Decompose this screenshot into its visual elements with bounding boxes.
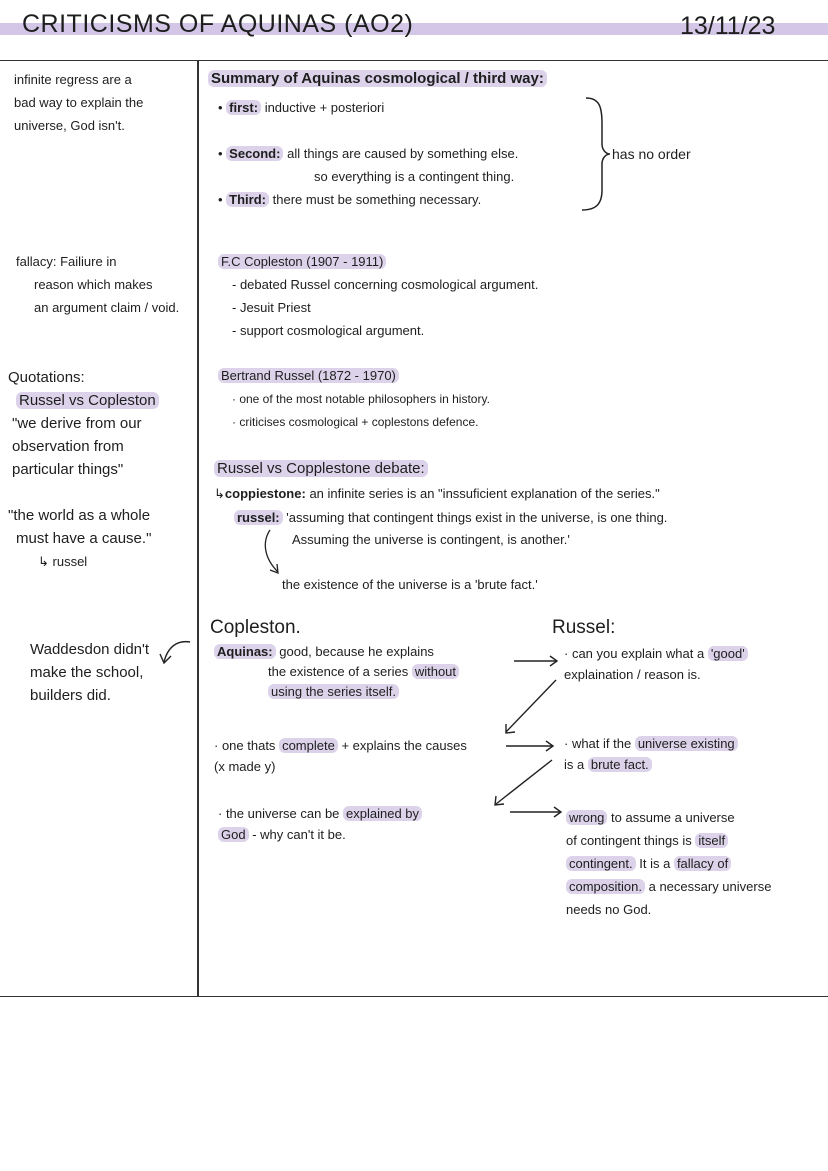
quote-line: observation from [12,438,124,455]
debate-russel [234,510,667,525]
russel-label: russel: [234,510,283,525]
top-rule [0,60,828,61]
russel-name [218,368,399,383]
curved-arrow-icon [150,636,196,668]
copleston-point-text: · the universe can be [218,806,340,821]
copleston-name [218,254,386,269]
copleston-item: - debated Russel concerning cosmological argument. [232,277,539,292]
first-label: first: [226,100,261,115]
copleston-point-highlight: using the series itself. [268,684,399,699]
russel-point-text: · can you explain what a [564,646,705,661]
copleston-point-3 [218,806,422,842]
third-label: Third: [226,192,269,207]
russel-point-highlight: fallacy of [674,856,731,871]
quotations-subheading-text: Russel vs Copleston [16,392,159,409]
down-left-arrow-icon [496,760,552,804]
page-date: 13/11/23 [680,12,776,40]
brace-icon [578,94,614,214]
russel-point-text: is a [564,757,585,772]
quote-attribution: ↳ russel [38,554,88,569]
regress-line: bad way to explain the [14,95,144,110]
quote-line: "the world as a whole [8,507,151,524]
russel-point-highlight: itself [695,833,728,848]
summary-first: • first: inductive + posteriori [218,100,385,115]
brute-fact: the existence of the universe is a 'brute fact.' [282,577,538,592]
debate-russel-cont: Assuming the universe is contingent, is another.' [292,532,570,547]
russel-point-text: · what if the [564,736,632,751]
copleston-point-text: - why can't it be. [252,827,346,842]
russel-column-heading: Russel: [552,617,616,638]
quote-line: must have a cause." [16,530,152,547]
copleston-name-text: F.C Copleston (1907 - 1911) [218,254,386,269]
waddesdon-line: make the school, [30,664,144,681]
waddesdon-line: builders did. [30,687,111,704]
russel-point-highlight: brute fact. [588,757,652,772]
summary-third: • Third: there must be something necessary. [218,192,482,207]
russel-point-text: It is a [639,856,671,871]
fallacy-line: Failiure in [60,254,117,269]
russel-point-text: to assume a universe [611,810,735,825]
summary-heading [208,70,547,87]
russel-point-text: explaination / reason is. [564,667,701,682]
waddesdon-line: Waddesdon didn't [30,641,150,658]
russel-point-highlight: universe existing [635,736,738,751]
copleston-point-text: + explains the causes [341,738,467,753]
russel-text: 'assuming that contingent things exist in the universe, is one thing. [286,510,668,525]
russel-point-text: a necessary universe [648,879,772,894]
bottom-rule [0,996,828,997]
second-continuation: so everything is a contingent thing. [314,169,515,184]
summary-heading-text: Summary of Aquinas cosmological / third way: [208,70,547,87]
regress-line: infinite regress are a [14,72,132,87]
russel-point-text: needs no God. [566,902,652,917]
debate-copplestone: ↳coppiestone: an infinite series is an "inssuficient explanation of the series." [214,486,660,501]
quote-line: "we derive from our [12,415,142,432]
russel-point-highlight: wrong [566,810,607,825]
regress-note [14,68,143,137]
copleston-point-highlight: God [218,827,249,842]
debate-heading-text: Russel vs Copplestone debate: [214,460,428,477]
quote-russel [8,504,151,573]
brace-note: has no order [612,146,691,162]
copleston-point-text: (x made y) [214,759,276,774]
copleston-point-text: good, because he explains [279,644,434,659]
waddesdon-note [30,638,149,707]
second-label: Second: [226,146,283,161]
copplestone-label: coppiestone: [224,486,306,501]
aquinas-label: Aquinas: [214,644,276,659]
russel-point-1 [564,646,748,682]
copleston-point-1 [214,644,459,699]
copleston-point-highlight: complete [279,738,338,753]
fallacy-note [16,250,179,319]
fallacy-term: fallacy: [16,254,57,269]
copleston-point-2 [214,738,467,774]
down-left-arrow-icon [506,680,556,732]
russel-item: · one of the most notable philosophers in history. [232,392,490,406]
russel-point-highlight: contingent. [566,856,636,871]
copleston-column-heading: Copleston. [210,617,301,638]
debate-heading [214,460,428,477]
russel-point-highlight: composition. [566,879,645,894]
russel-point-2 [564,736,738,772]
third-text: there must be something necessary. [272,192,482,207]
argument-flow-arrows [490,640,570,840]
fallacy-line: an argument claim / void. [34,300,180,315]
copleston-point-text: · one thats [214,738,276,753]
quote-line: particular things" [12,461,124,478]
page-title: CRITICISMS OF AQUINAS (AO2) [22,10,414,38]
copplestone-text: an infinite series is an "inssuficient explanation of the series." [309,486,660,501]
copleston-point-highlight: explained by [343,806,422,821]
margin-divider [197,61,199,997]
quote-copleston [12,412,142,481]
russel-point-text: of contingent things is [566,833,692,848]
copleston-item: - Jesuit Priest [232,300,311,315]
copleston-point-highlight: without [412,664,459,679]
quotations-heading: Quotations: [8,369,85,386]
russel-item: · criticises cosmological + coplestons defence. [232,415,479,429]
arrow-head [506,724,515,733]
russel-point-highlight: 'good' [708,646,748,661]
second-text: all things are caused by something else. [287,146,519,161]
fallacy-line: reason which makes [34,277,153,292]
russel-point-3 [566,806,771,921]
quotations-subheading [16,389,159,412]
down-arrow-icon [258,528,288,578]
russel-name-text: Bertrand Russel (1872 - 1970) [218,368,399,383]
summary-second: • Second: all things are caused by something else. [218,146,519,161]
regress-line: universe, God isn't. [14,118,125,133]
first-text: inductive + posteriori [264,100,385,115]
copleston-point-text: the existence of a series [268,664,409,679]
copleston-item: - support cosmological argument. [232,323,425,338]
